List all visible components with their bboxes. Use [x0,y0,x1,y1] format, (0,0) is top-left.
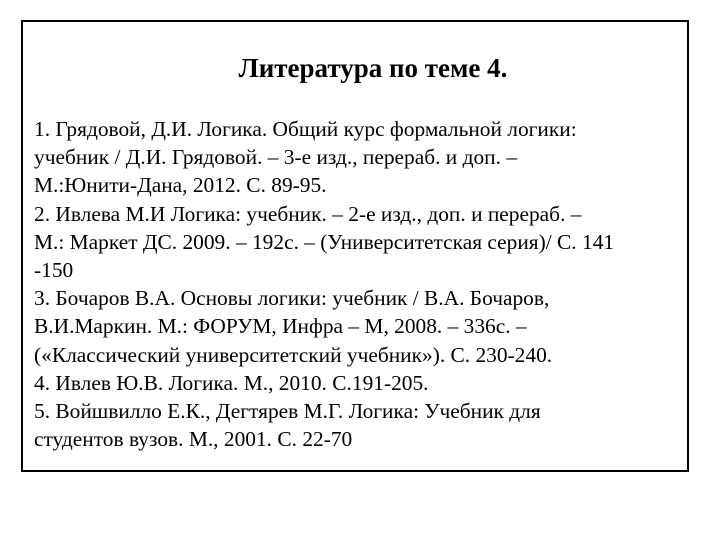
bibliography-line: учебник / Д.И. Грядовой. – 3-е изд., перераб. и доп. – [34,145,518,170]
content-frame [21,20,689,472]
bibliography-line: 3. Бочаров В.А. Основы логики: учебник / В.А. Бочаров, [34,286,550,311]
bibliography-line: -150 [34,258,74,283]
bibliography-line: студентов вузов. М., 2001. С. 22-70 [34,427,353,452]
bibliography-line: 2. Ивлева М.И Логика: учебник. – 2-е изд., доп. и перераб. – [34,201,582,226]
bibliography-line: В.И.Маркин. М.: ФОРУМ, Инфра – М, 2008. – 336с. – [34,314,527,339]
bibliography-line: М.:Юнити-Дана, 2012. С. 89-95. [34,173,327,198]
bibliography-line: М.: Маркет ДС. 2009. – 192с. – (Университетская серия)/ С. 141 [34,229,615,254]
slide-title: Литература по теме 4. [238,53,508,83]
bibliography-line: («Классический университетский учебник»). С. 230-240. [34,342,553,367]
bibliography-line: 1. Грядовой, Д.И. Логика. Общий курс формальной логики: [34,117,577,141]
bibliography-list [34,115,684,453]
bibliography-line: 4. Ивлев Ю.В. Логика. М., 2010. С.191-205. [34,370,429,395]
bibliography-line: 5. Войшвилло Е.К., Дегтярев М.Г. Логика: Учебник для [34,399,541,424]
